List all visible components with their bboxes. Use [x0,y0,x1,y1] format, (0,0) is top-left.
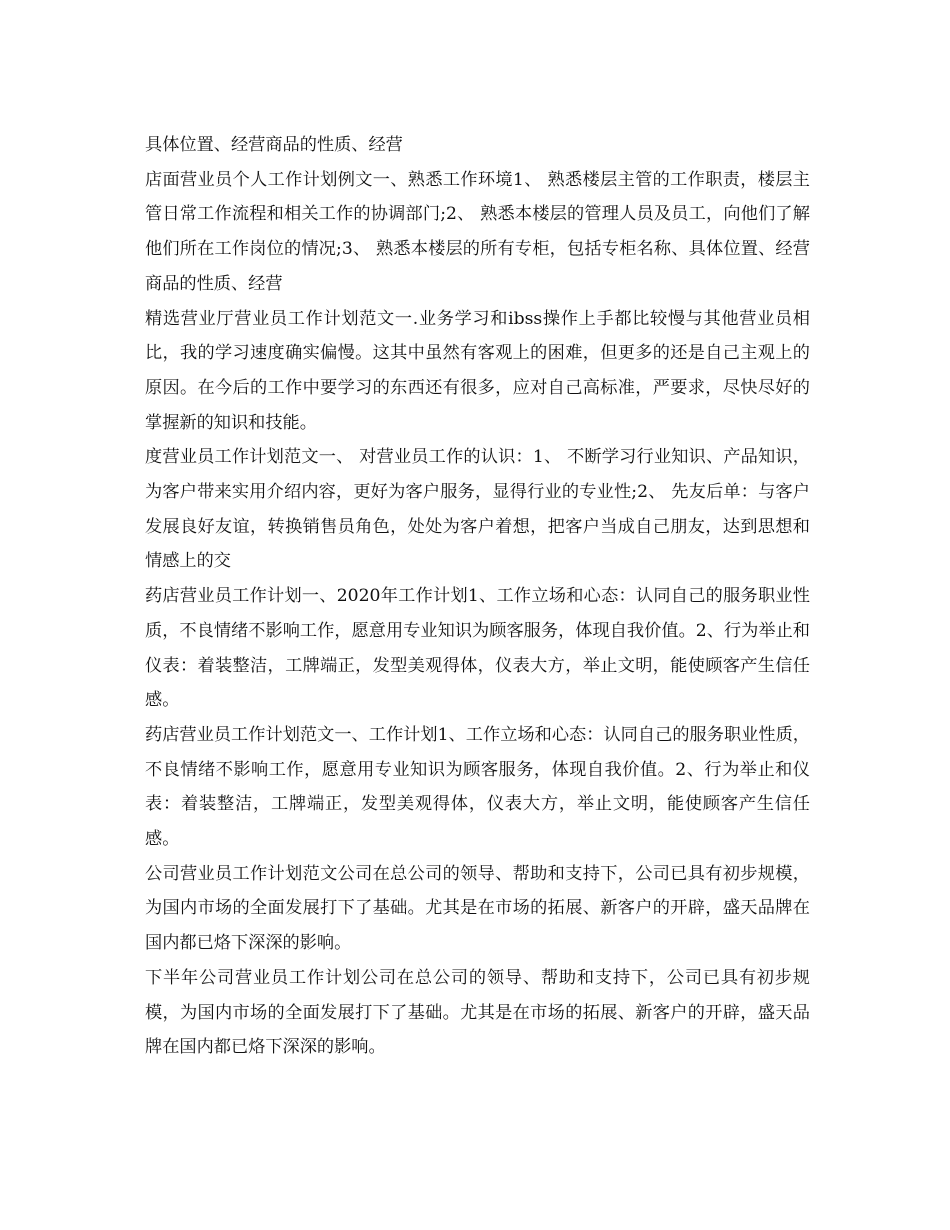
paragraph-6: 药店营业员工作计划范文一、工作计划1、工作立场和心态：认同自己的服务职业性质，不良情绪不影响工作，愿意用专业知识为顾客服务，体现自我价值。2、行为举止和仪表：着装整洁，工牌端正，发型美观得体，仪表大方，举止文明，能使顾客产生信任感。 [145,724,810,850]
document-body [145,128,810,1065]
paragraph-1: 具体位置、经营商品的性质、经营 [145,135,403,155]
paragraph-2: 店面营业员个人工作计划例文一、熟悉工作环境1、 熟悉楼层主管的工作职责，楼层主管日常工作流程和相关工作的协调部门;2、 熟悉本楼层的管理人员及员工，向他们了解他们所在工作岗位的情况;3、 熟悉本楼层的所有专柜，包括专柜名称、具体位置、经营商品的性质、经营 [145,169,810,294]
paragraph-4: 度营业员工作计划范文一、 对营业员工作的认识：1、 不断学习行业知识、产品知识，为客户带来实用介绍内容，更好为客户服务，显得行业的专业性;2、 先友后单：与客户发展良好友谊，转换销售员角色，处处为客户着想，把客户当成自己朋友，达到思想和情感上的交 [145,447,810,572]
paragraph-3: 精选营业厅营业员工作计划范文一.业务学习和ibss操作上手都比较慢与其他营业员相比，我的学习速度确实偏慢。这其中虽然有客观上的困难，但更多的还是自己主观上的原因。在今后的工作中要学习的东西还有很多，应对自己高标准，严要求，尽快尽好的掌握新的知识和技能。 [145,308,810,433]
paragraph-8: 下半年公司营业员工作计划公司在总公司的领导、帮助和支持下，公司已具有初步规模，为国内市场的全面发展打下了基础。尤其是在市场的拓展、新客户的开辟，盛天品牌在国内都已烙下深深的影响。 [145,967,810,1058]
paragraph-5: 药店营业员工作计划一、2020年工作计划1、工作立场和心态：认同自己的服务职业性质，不良情绪不影响工作，愿意用专业知识为顾客服务，体现自我价值。2、行为举止和仪表：着装整洁，工牌端正，发型美观得体，仪表大方，举止文明，能使顾客产生信任感。 [145,586,810,711]
paragraph-7: 公司营业员工作计划范文公司在总公司的领导、帮助和支持下，公司已具有初步规模，为国内市场的全面发展打下了基础。尤其是在市场的拓展、新客户的开辟，盛天品牌在国内都已烙下深深的影响。 [145,863,810,954]
